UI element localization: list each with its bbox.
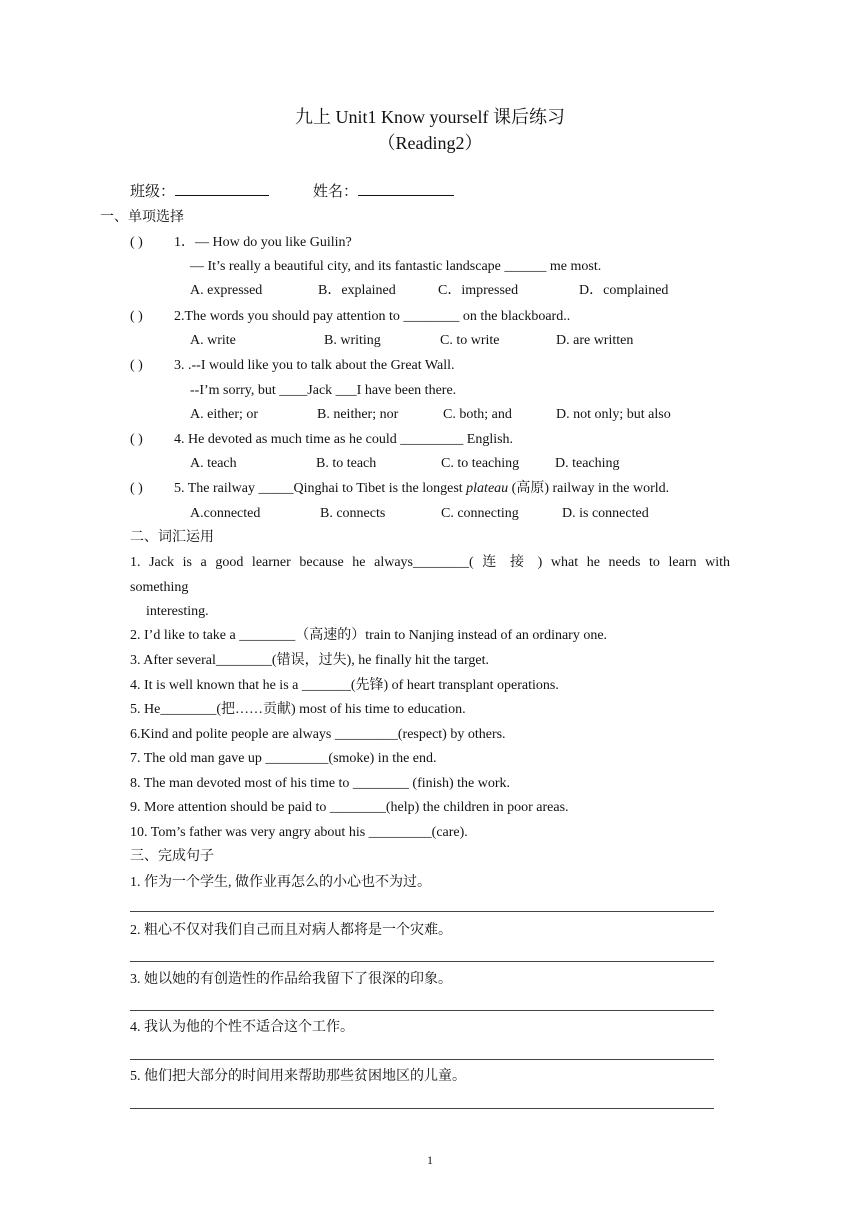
- option: B. neither; nor: [317, 407, 399, 422]
- option: B．explained: [318, 283, 396, 298]
- q1-stem-reply: — It’s really a beautiful city, and its fantastic landscape ______ me most.: [190, 259, 602, 274]
- section3-heading: 三、完成句子: [130, 849, 214, 864]
- q1-options: [0, 282, 860, 300]
- option: D. not only; but also: [556, 407, 671, 422]
- vocab-item: 10. Tom’s father was very angry about his _________(care).: [130, 825, 468, 840]
- q5-stem-text-end: (高原) railway in the world.: [508, 481, 670, 496]
- vocab-item: 2. I’d like to take a ________（高速的）train to Nanjing instead of an ordinary one.: [130, 628, 608, 643]
- vocab-item: 6.Kind and polite people are always _________(respect) by others.: [130, 727, 506, 742]
- translation-item: 1. 作为一个学生, 做作业再怎么的小心也不为过。: [130, 875, 431, 890]
- q3-bracket: ( ): [130, 358, 143, 373]
- answer-line: [130, 1010, 714, 1011]
- q3-stem: 3. .--I would like you to talk about the Great Wall.: [174, 358, 455, 373]
- q2-bracket: ( ): [130, 309, 143, 324]
- option: D. are written: [556, 333, 634, 348]
- worksheet-subtitle: （Reading2）: [377, 133, 483, 153]
- page-number: 1: [427, 1153, 433, 1167]
- vocab-item: 5. He________(把……贡献) most of his time to education.: [130, 702, 466, 717]
- answer-line: [130, 1108, 714, 1109]
- option: D. teaching: [555, 456, 620, 471]
- name-label: 姓名：: [313, 184, 359, 200]
- q3-stem-reply: --I’m sorry, but ____Jack ___I have been there.: [190, 383, 457, 398]
- option: C. to write: [440, 333, 500, 348]
- name-field: [313, 181, 454, 201]
- q5-bracket: ( ): [130, 481, 143, 496]
- translation-item: 2. 粗心不仅对我们自己而且对病人都将是一个灾难。: [130, 923, 452, 938]
- vocab-item: 9. More attention should be paid to ________(help) the children in poor areas.: [130, 800, 569, 815]
- option: C．impressed: [438, 283, 519, 298]
- option: A.connected: [190, 506, 261, 521]
- q5-stem-italic-word: plateau: [466, 481, 509, 496]
- option: D．complained: [579, 283, 669, 298]
- class-blank: [175, 181, 269, 196]
- q5-stem: [174, 480, 669, 498]
- q4-bracket: ( ): [130, 432, 143, 447]
- q4-options: [0, 455, 860, 473]
- class-field: [130, 181, 269, 201]
- answer-line: [130, 1059, 714, 1060]
- class-label: 班级：: [130, 184, 176, 200]
- q5-options: [0, 505, 860, 523]
- vocab-item-1-cont: something: [130, 580, 189, 595]
- q2-stem: 2.The words you should pay attention to ________ on the blackboard..: [174, 309, 571, 324]
- translation-item: 5. 他们把大部分的时间用来帮助那些贫困地区的儿童。: [130, 1069, 466, 1084]
- vocab-item: 7. The old man gave up _________(smoke) in the end.: [130, 751, 437, 766]
- option: D. is connected: [562, 506, 649, 521]
- option: A. write: [190, 333, 236, 348]
- section2-heading: 二、词汇运用: [130, 530, 214, 545]
- option: B. connects: [320, 506, 386, 521]
- answer-line: [130, 961, 714, 962]
- name-blank: [358, 181, 454, 196]
- q3-options: [0, 406, 860, 424]
- option: C. both; and: [443, 407, 512, 422]
- translation-item: 4. 我认为他的个性不适合这个工作。: [130, 1020, 354, 1035]
- vocab-item: 3. After several________(错误，过失), he finally hit the target.: [130, 653, 489, 668]
- vocab-item-1-end: interesting.: [146, 604, 209, 619]
- q2-options: [0, 332, 860, 350]
- vocab-item: 8. The man devoted most of his time to ________ (finish) the work.: [130, 776, 511, 791]
- vocab-item-1: 1. Jack is a good learner because he always________( 连 接 ) what he needs to learn with: [130, 555, 730, 570]
- section1-heading: 一、单项选择: [100, 210, 184, 225]
- q1-bracket: ( ): [130, 235, 143, 250]
- option: C. to teaching: [441, 456, 520, 471]
- vocab-item: 4. It is well known that he is a _______(先锋) of heart transplant operations.: [130, 678, 559, 693]
- answer-line: [130, 911, 714, 912]
- option: A. expressed: [190, 283, 263, 298]
- option: B. writing: [324, 333, 381, 348]
- translation-item: 3. 她以她的有创造性的作品给我留下了很深的印象。: [130, 972, 452, 987]
- option: B. to teach: [316, 456, 377, 471]
- option: A. either; or: [190, 407, 259, 422]
- worksheet-title: 九上 Unit1 Know yourself 课后练习: [295, 107, 565, 127]
- q1-stem: 1．— How do you like Guilin?: [174, 235, 352, 250]
- q5-stem-text: 5. The railway _____Qinghai to Tibet is the longest: [174, 481, 467, 496]
- option: C. connecting: [441, 506, 519, 521]
- option: A. teach: [190, 456, 237, 471]
- q4-stem: 4. He devoted as much time as he could _________ English.: [174, 432, 514, 447]
